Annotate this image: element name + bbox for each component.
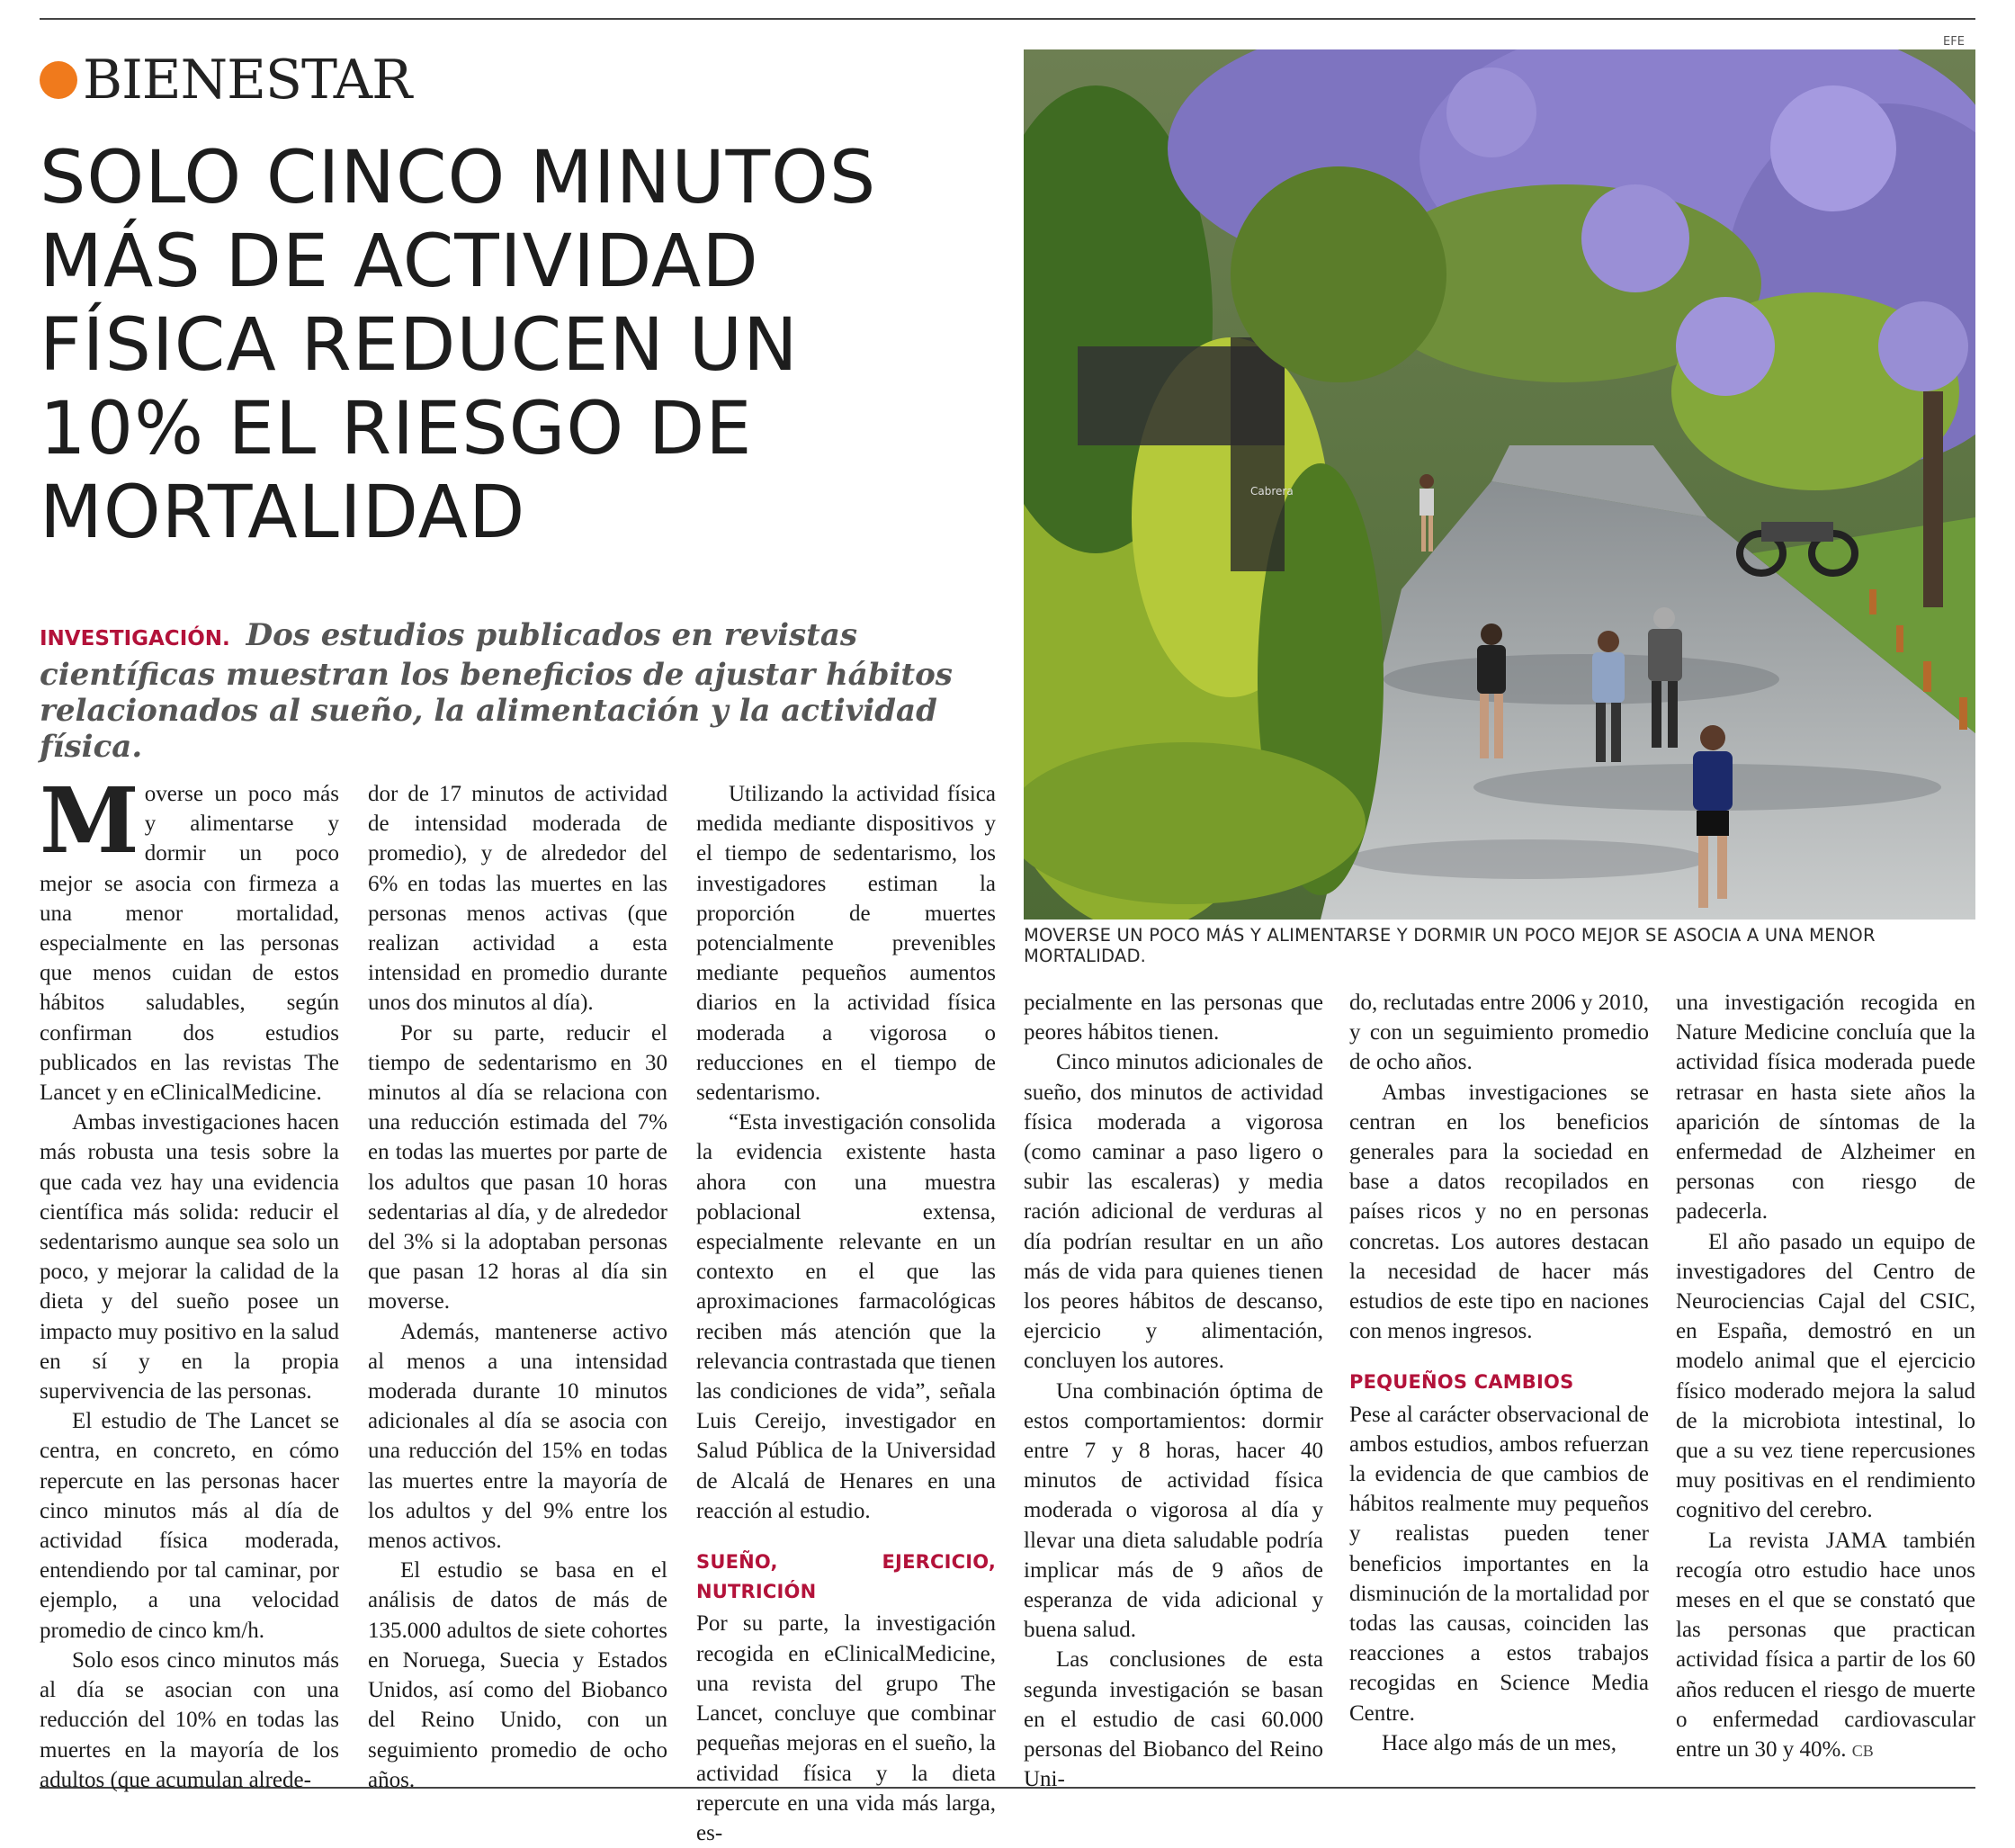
paragraph: dor de 17 minutos de actividad de intensidad moderada de promedio), y de alrededor del 6% en todas las muertes en las personas menos activas (que realizan actividad a esta intensidad en promedio durante unos dos minutos al día). [368,782,667,1016]
deck-kicker: INVESTIGACIÓN. [40,627,230,650]
subhead-sueno: SUEÑO, EJERCICIO, NUTRICIÓN [696,1551,996,1603]
body-column-3 [696,779,996,1848]
photo-credit: EFE [1943,35,1965,49]
paragraph: Además, mantenerse activo al menos a una intensidad moderada durante 10 minutos adicionales al día se asocia con una reducción del 15% en todas las muertes entre la mayoría de los adultos y del 9% entre los menos activos. [368,1319,667,1554]
paragraph: El estudio se basa en el análisis de datos de más de 135.000 adultos de siete cohortes en Noruega, Suecia y Estados Unidos, así como del Biobanco del Reino Unido, con un seguimiento promedio de ocho años. [368,1558,667,1792]
headline: SOLO CINCO MINUTOS MÁS DE ACTIVIDAD FÍSICA REDUCEN UN 10% EL RIESGO DE MORTALIDAD [40,136,877,555]
paragraph [1676,1526,1975,1767]
paragraph-text: La revista JAMA también recogía otro estudio hace unos meses en el que se constató que las personas que practican actividad física a partir de los 60 años reducen el riesgo de muerte o enfermedad cardiovascular entre un 30 y 40%. [1676,1528,1975,1763]
body-column-5 [1349,988,1649,1758]
paragraph: El año pasado un equipo de investigadores del Centro de Neurociencias Cajal del CSIC, en España, demostró en un modelo animal que el ejercicio físico moderado mejora la salud de la microbiota intestinal, lo que a su vez tiene repercusiones muy positivas en el rendimiento cognitivo del cerebro. [1676,1229,1975,1523]
paragraph: “Esta investigación consolida la evidencia existente hasta ahora con una muestra poblacional extensa, especialmente relevante en un contexto en el que las aproximaciones farmacológicas reciben más atención que la relevancia contrastada que tienen las condiciones de vida”, señala Luis Cereijo, investigador en Salud Pública de la Universidad de Alcalá de Henares en una reacción al estudio. [696,1110,996,1523]
photo-caption: MOVERSE UN POCO MÁS Y ALIMENTARSE Y DORMIR UN POCO MEJOR SE ASOCIA A UNA MENOR MORTALIDAD. [1024,925,1876,966]
subhead-pequenos-cambios: PEQUEÑOS CAMBIOS [1349,1371,1574,1394]
paragraph: Las conclusiones de esta segunda investigación se basan en el estudio de casi 60.000 personas del Biobanco del Reino Uni- [1024,1647,1323,1792]
paragraph: El estudio de The Lancet se centra, en concreto, en cómo repercute en las personas hacer cinco minutos más al día de actividad física moderada, entendiendo por tal caminar, por ejemplo, a una velocidad promedio de cinco km/h. [40,1409,339,1643]
paragraph: Una combinación óptima de estos comportamientos: dormir entre 7 y 8 horas, hacer 40 minutos de actividad física moderada o vigorosa al día y llevar una dieta saludable podría implicar más de 9 años de esperanza de vida adicional y buena salud. [1024,1378,1323,1643]
top-rule [40,18,1975,20]
article-photo [1024,49,1975,920]
paragraph-text: overse un poco más y alimentarse y dormir un poco mejor se asocia con firmeza a una menor mortalidad, especialmente en las personas que menos cuidan de estos hábitos saludables, según confirman dos estudios publicados en las revistas The Lancet y en eClinicalMedicine. [40,782,339,1106]
body-column-6 [1676,988,1975,1766]
section-header [40,49,411,112]
body-column-2 [368,779,667,1795]
paragraph: Cinco minutos adicionales de sueño, dos minutos de actividad física moderada a vigorosa (como caminar a paso ligero o subir las escaleras) y media ración adicional de verduras al día podrían resultar en un año más de vida para quienes tienen los peores hábitos de descanso, ejercicio y alimentación, concluyen los autores. [1024,1050,1323,1374]
paragraph: una investigación recogida en Nature Medicine concluía que la actividad física moderada puede retrasar en hasta siete años la aparición de síntomas de la enfermedad de Alzheimer en personas con riesgo de padecerla. [1676,991,1975,1225]
paragraph: do, reclutadas entre 2006 y 2010, y con un seguimiento promedio de ocho años. [1349,991,1649,1075]
paragraph: Por su parte, reducir el tiempo de sedentarismo en 30 minutos al día se relaciona con una reducción estimada del 7% en todas las muertes por parte de los adultos que pasan 10 horas sedentarias al día, y de alrededor del 3% si la adoptaban personas que pasan 12 horas al día sin moverse. [368,1020,667,1314]
paragraph: Ambas investigaciones se centran en los beneficios generales para la sociedad en base a datos recopilados en países ricos y no en personas concretas. Los autores destacan la necesidad de hacer más estudios de este tipo en naciones con menos ingresos. [1349,1080,1649,1344]
section-label: BIENESTAR [83,49,412,112]
section-dot-icon [40,61,77,99]
paragraph [40,767,339,1108]
body-column-1 [40,767,339,1795]
building-sign: Cabrera [1250,485,1294,498]
paragraph: Solo esos cinco minutos más al día se asocian con una reducción del 10% en todas las muertes en la mayoría de los adultos (que acumulan alrede- [40,1647,339,1792]
deck-text: Dos estudios publicados en revistas científicas muestran los beneficios de ajustar hábitos relacionados al sueño, la alimentación y la actividad física. [40,617,953,765]
paragraph: pecialmente en las personas que peores hábitos tienen. [1024,991,1323,1045]
park-path-illustration [1024,49,1975,920]
body-column-4 [1024,988,1323,1794]
paragraph: Ambas investigaciones hacen más robusta una tesis sobre la que cada vez hay una evidencia científica más solida: reducir el sedentarismo aunque sea solo un poco, y mejorar la calidad de la dieta y del sueño posee un impacto muy positivo en la salud en sí y en la propia supervivencia de las personas. [40,1110,339,1404]
deck [40,617,984,765]
paragraph: Pese al carácter observacional de ambos estudios, ambos refuerzan la evidencia de que cambios de hábitos realmente muy pequeños y realistas pueden tener beneficios importantes en la disminución de la mortalidad por todas las causas, coinciden las reacciones a estos trabajos recogidas en Science Media Centre. [1349,1402,1649,1726]
paragraph: Utilizando la actividad física medida mediante dispositivos y el tiempo de sedentarismo, los investigadores estiman la proporción de muertes potencialmente prevenibles mediante pequeños aumentos diarios en la actividad física moderada a vigorosa o reducciones en el tiempo de sedentarismo. [696,782,996,1106]
paragraph: Por su parte, la investigación recogida en eClinicalMedicine, una revista del grupo The Lancet, concluye que combinar pequeñas mejoras en el sueño, la actividad física y la dieta repercute en una vida más larga, es- [696,1611,996,1845]
end-mark-icon: CB [1851,1742,1874,1761]
drop-cap: M [40,767,139,874]
paragraph: Hace algo más de un mes, [1382,1730,1617,1755]
